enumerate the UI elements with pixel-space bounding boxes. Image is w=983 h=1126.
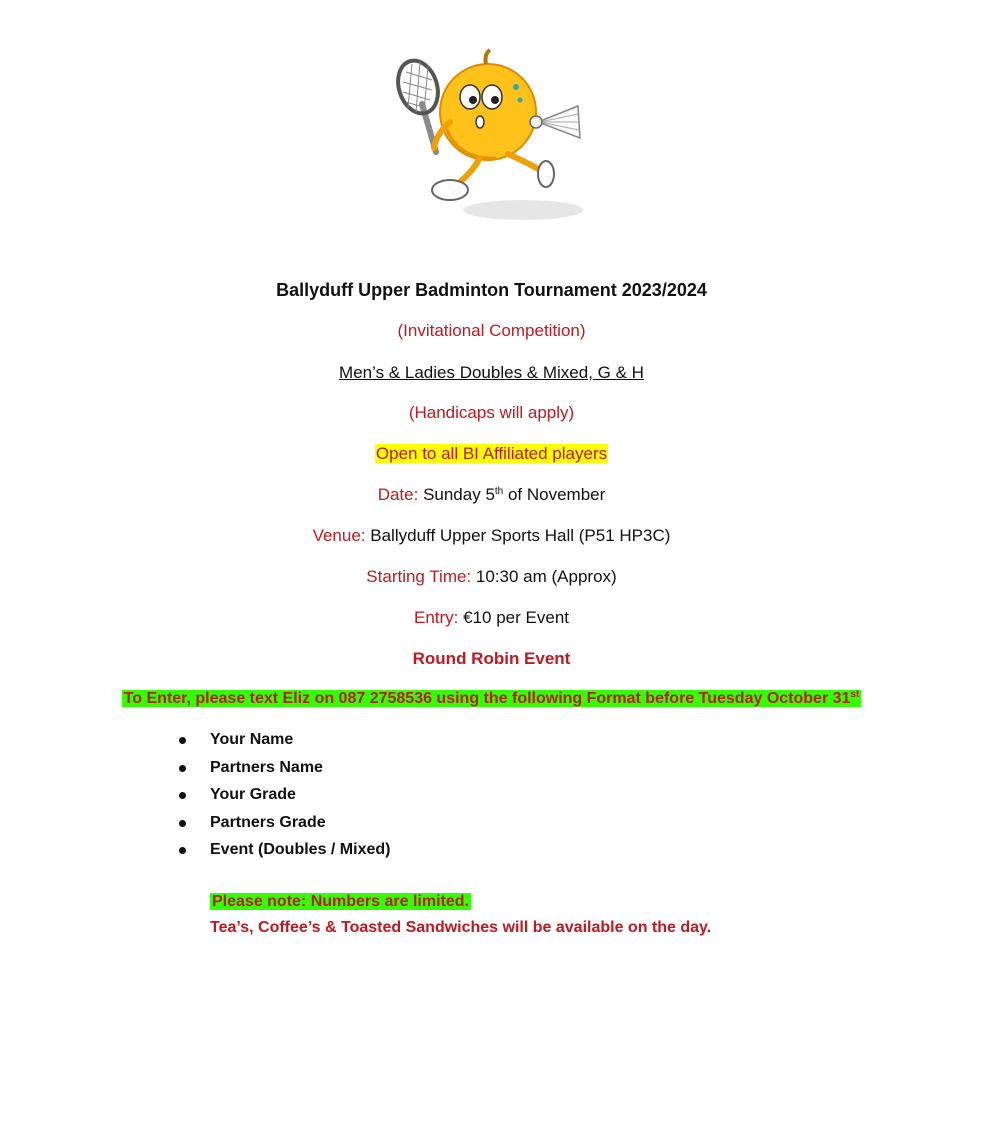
entry-value: €10 per Event [463, 608, 569, 627]
list-item [175, 784, 390, 812]
open-to-line [0, 443, 983, 465]
list-item [175, 839, 390, 867]
entry-line [0, 607, 983, 629]
numbers-limited-note [210, 891, 471, 913]
date-label: Date: [377, 485, 419, 504]
bullet-icon [179, 820, 186, 827]
format-line: Round Robin Event [412, 649, 571, 668]
start-time-value: 10:30 am (Approx) [475, 567, 617, 586]
bullet-icon [179, 792, 186, 799]
enter-text: To Enter, please text Eliz on 087 2758536 using the following Format before Tuesday October 31 [123, 690, 851, 707]
enter-instructions-text [122, 690, 862, 707]
list-item-label: Your Grade [210, 786, 296, 803]
date-value-post: of November [503, 485, 606, 504]
list-item-label: Your Name [210, 731, 294, 748]
list-item [175, 729, 390, 757]
enter-sup: st [850, 689, 860, 700]
tournament-title: Ballyduff Upper Badminton Tournament 2023/2024 [276, 280, 707, 300]
date-line [0, 484, 983, 506]
list-item [175, 757, 390, 785]
list-item [175, 812, 390, 840]
events-line: Men’s & Ladies Doubles & Mixed, G & H [339, 363, 644, 382]
start-time-line [0, 566, 983, 588]
venue-label: Venue: [312, 526, 366, 545]
date-sup: th [494, 486, 504, 497]
entry-fields-list [175, 729, 390, 867]
invitational-note: (Invitational Competition) [397, 321, 586, 340]
list-item-label: Partners Grade [210, 813, 326, 831]
numbers-limited-text: Please note: Numbers are limited. [212, 893, 469, 910]
refreshments-note: Tea’s, Coffee’s & Toasted Sandwiches will be available on the day. [210, 919, 712, 936]
venue-line [0, 525, 983, 547]
date-value [423, 485, 605, 504]
venue-value: Ballyduff Upper Sports Hall (P51 HP3C) [370, 526, 671, 545]
badminton-mascot-icon [388, 42, 588, 227]
bullet-icon [179, 737, 186, 744]
start-time-label: Starting Time: [366, 567, 472, 586]
enter-instructions [0, 688, 983, 710]
open-to-text: Open to all BI Affiliated players [375, 444, 608, 463]
date-value-pre: Sunday 5 [423, 485, 495, 504]
bullet-icon [179, 765, 186, 772]
list-item-label: Partners Name [210, 758, 323, 776]
entry-label: Entry: [414, 608, 459, 627]
handicaps-note: (Handicaps will apply) [408, 403, 575, 422]
list-item-label: Event (Doubles / Mixed) [210, 841, 391, 858]
bullet-icon [179, 847, 186, 854]
